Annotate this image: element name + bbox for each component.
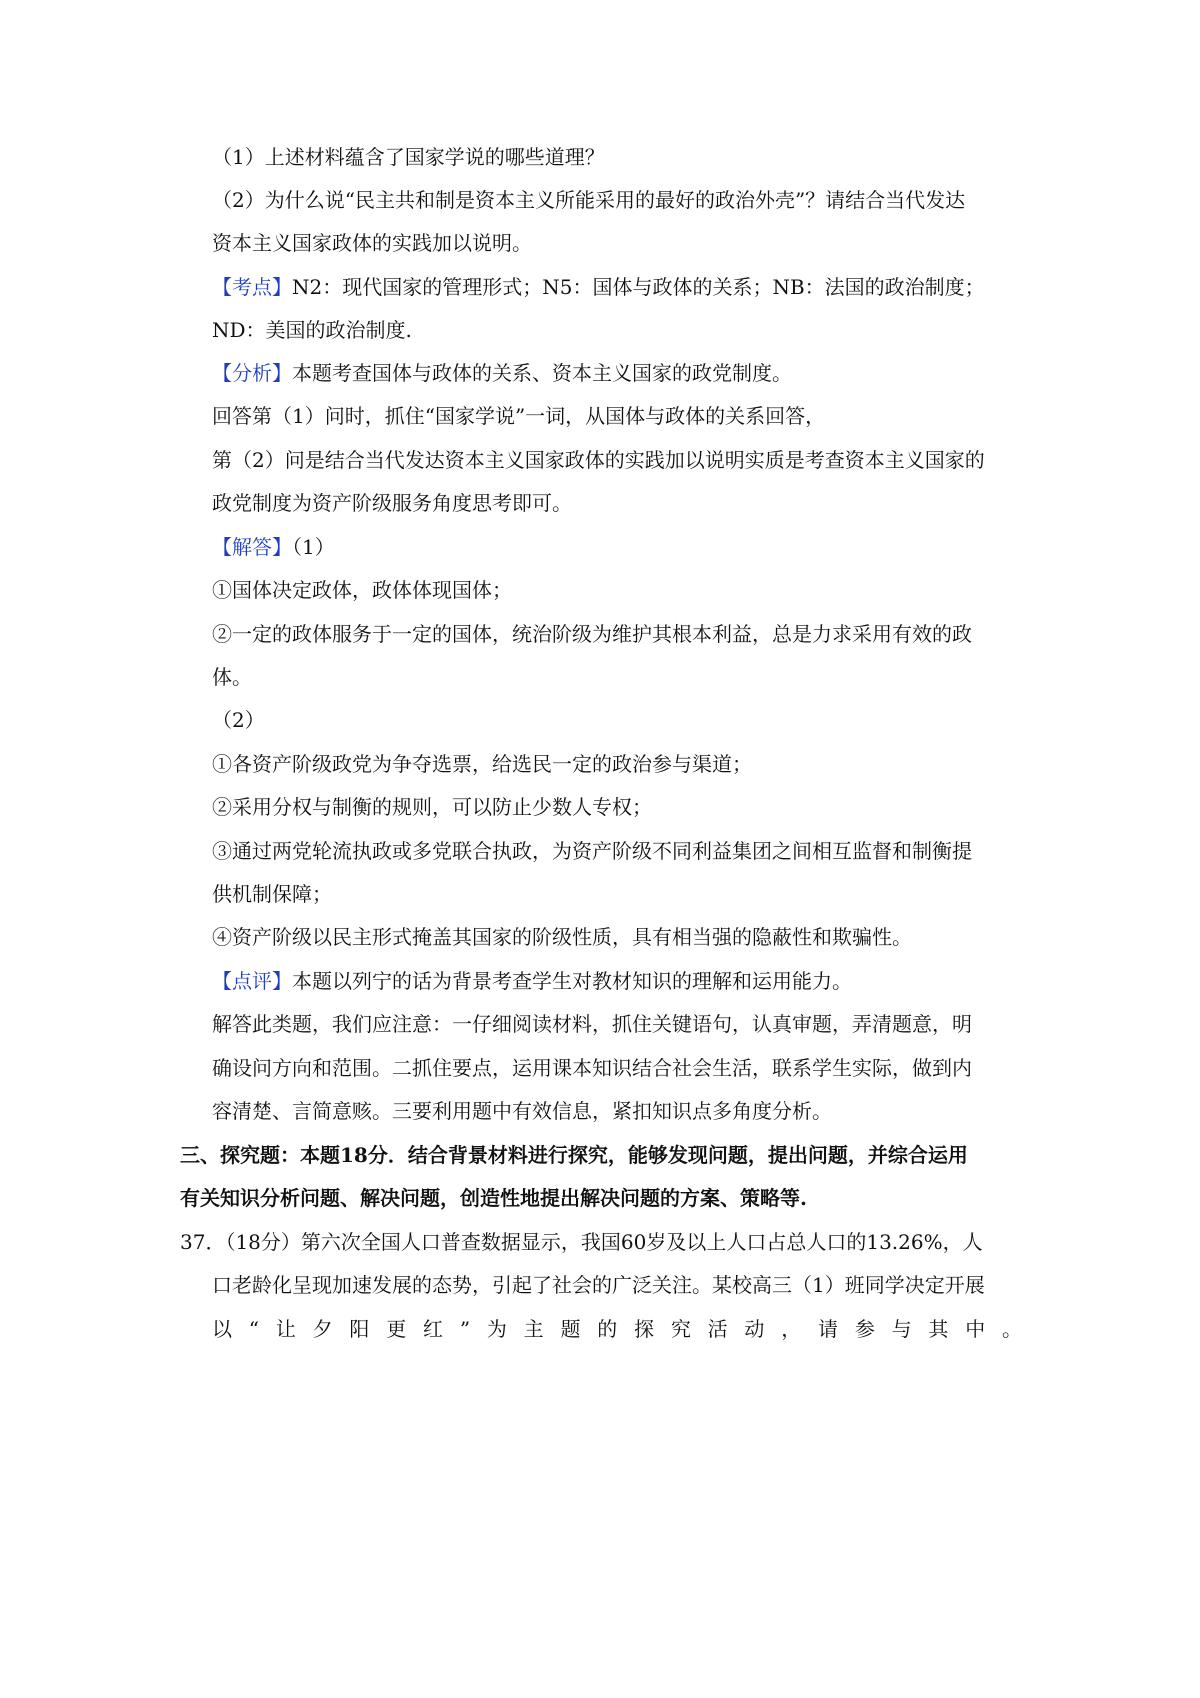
answer-2-heading: （2）	[212, 708, 265, 732]
question-37-line-3	[212, 1315, 1022, 1343]
question-37-line-3-char: 主	[523, 1317, 544, 1341]
question-37-line-3-char: 请	[818, 1317, 839, 1341]
answer-2-item-4: ④资产阶级以民主形式掩盖其国家的阶级性质，具有相当强的隐蔽性和欺骗性。	[212, 925, 912, 949]
jieda-paragraph	[212, 533, 335, 561]
fenxi-paragraph-2: 回答第（1）问时，抓住“国家学说”一词，从国体与政体的关系回答，	[212, 404, 826, 428]
answer-1-item-2-line-1: ②一定的政体服务于一定的国体，统治阶级为维护其根本利益，总是力求采用有效的政	[212, 622, 972, 646]
question-37-line-3-char: 中	[965, 1317, 986, 1341]
dianping-text: 本题以列宁的话为背景考查学生对教材知识的理解和运用能力。	[292, 969, 852, 993]
question-37-line-3-char: 探	[634, 1317, 655, 1341]
question-37-line-2: 口老龄化呈现加速发展的态势，引起了社会的广泛关注。某校高三（1）班同学决定开展	[212, 1273, 985, 1297]
question-37-line-3-char: 阳	[349, 1317, 370, 1341]
question-37-line-3-char: 动	[744, 1317, 765, 1341]
question-37-line-3-char: 活	[707, 1317, 728, 1341]
jieda-text: （1）	[292, 535, 335, 559]
kaodian-tag: 【考点】	[212, 275, 292, 299]
answer-1-item-2-line-2: 体。	[212, 665, 252, 689]
question-37-line-3-char: “	[248, 1317, 260, 1341]
question-37-line-3-char: 让	[275, 1317, 296, 1341]
question-37-line-3-char: ”	[459, 1317, 471, 1341]
question-1: （1）上述材料蕴含了国家学说的哪些道理？	[212, 145, 605, 169]
dianping-paragraph-2-line-2: 确设问方向和范围。二抓住要点，运用课本知识结合社会生活，联系学生实际，做到内	[212, 1056, 972, 1080]
kaodian-line-2: ND：美国的政治制度.	[212, 318, 412, 342]
question-37-line-3-char: 题	[560, 1317, 581, 1341]
question-2-line-2: 资本主义国家政体的实践加以说明。	[212, 231, 532, 255]
question-37-line-3-char: 。	[1002, 1317, 1022, 1341]
question-37-line-3-char: 夕	[312, 1317, 333, 1341]
question-2-line-1: （2）为什么说“民主共和制是资本主义所能采用的最好的政治外壳”？请结合当代发达	[212, 188, 966, 212]
kaodian-paragraph	[212, 273, 985, 301]
question-37-line-3-char: 更	[386, 1317, 407, 1341]
answer-2-item-3-line-1: ③通过两党轮流执政或多党联合执政，为资产阶级不同利益集团之间相互监督和制衡提	[212, 839, 972, 863]
answer-2-item-2: ②采用分权与制衡的规则，可以防止少数人专权；	[212, 795, 652, 819]
fenxi-text: 本题考查国体与政体的关系、资本主义国家的政党制度。	[292, 361, 792, 385]
dianping-paragraph-2-line-3: 容清楚、言简意赅。三要利用题中有效信息，紧扣知识点多角度分析。	[212, 1099, 832, 1123]
fenxi-tag: 【分析】	[212, 361, 292, 385]
question-37-line-3-char: 与	[891, 1317, 912, 1341]
question-37-line-1: 37．（18分）第六次全国人口普查数据显示，我国60岁及以上人口占总人口的13.26%，人	[180, 1230, 983, 1254]
dianping-tag: 【点评】	[212, 969, 292, 993]
fenxi-paragraph-3-line-2: 政党制度为资产阶级服务角度思考即可。	[212, 491, 572, 515]
question-37-line-3-char: ，	[781, 1317, 802, 1341]
answer-2-item-1: ①各资产阶级政党为争夺选票，给选民一定的政治参与渠道；	[212, 752, 752, 776]
answer-1-item-1: ①国体决定政体，政体体现国体；	[212, 578, 512, 602]
dianping-paragraph-2-line-1: 解答此类题，我们应注意：一仔细阅读材料，抓住关键语句，认真审题，弄清题意，明	[212, 1012, 972, 1036]
question-37-line-3-char: 红	[423, 1317, 444, 1341]
answer-2-item-3-line-2: 供机制保障；	[212, 882, 332, 906]
question-37-line-3-char: 为	[486, 1317, 507, 1341]
question-37-line-3-char: 的	[597, 1317, 618, 1341]
kaodian-text: N2：现代国家的管理形式；N5：国体与政体的关系；NB：法国的政治制度；	[292, 275, 985, 299]
question-37-line-3-char: 究	[670, 1317, 691, 1341]
section-3-heading-line-2: 有关知识分析问题、解决问题，创造性地提出解决问题的方案、策略等.	[180, 1186, 807, 1210]
section-3-heading-line-1: 三、探究题：本题18分．结合背景材料进行探究，能够发现问题，提出问题，并综合运用	[180, 1143, 968, 1167]
fenxi-paragraph-3-line-1: 第（2）问是结合当代发达资本主义国家政体的实践加以说明实质是考查资本主义国家的	[212, 448, 985, 472]
jieda-tag: 【解答】	[212, 535, 292, 559]
question-37-line-3-char: 参	[854, 1317, 875, 1341]
question-37-line-3-char: 其	[928, 1317, 949, 1341]
fenxi-paragraph	[212, 359, 792, 387]
question-37-line-3-char: 以	[212, 1317, 232, 1341]
dianping-paragraph	[212, 967, 852, 995]
